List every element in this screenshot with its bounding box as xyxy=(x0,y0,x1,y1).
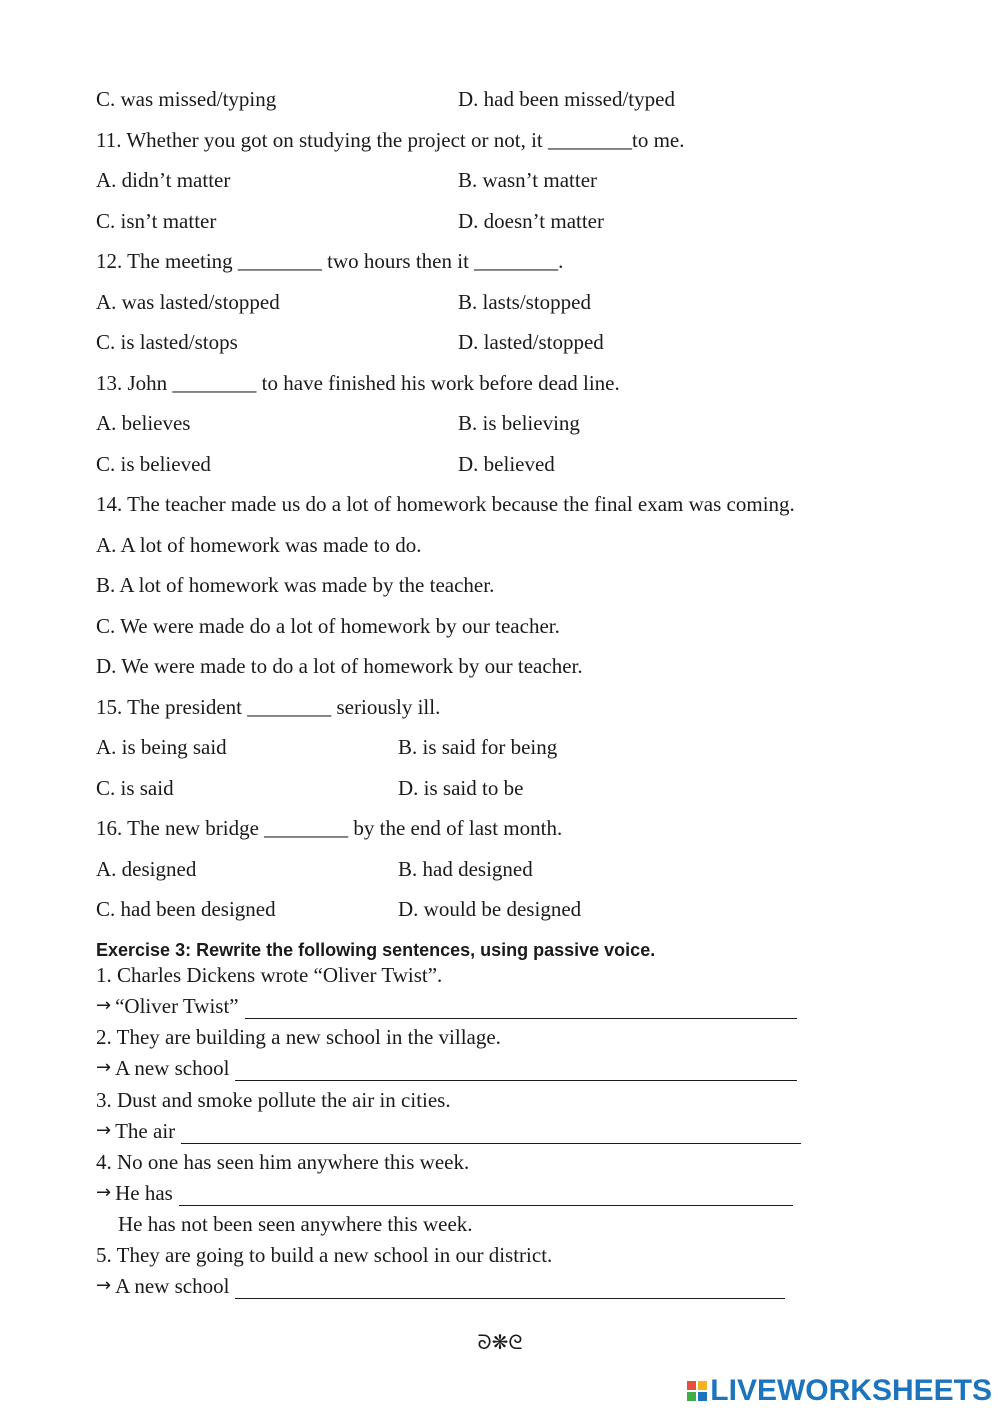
q12-option-d: D. lasted/stopped xyxy=(458,330,604,354)
ex3-answer-row-3 xyxy=(96,1118,801,1144)
arrow-right-icon: → xyxy=(96,995,112,1016)
q11-stem: 11. Whether you got on studying the project or not, it ________to me. xyxy=(96,128,685,152)
logo-square xyxy=(687,1381,696,1390)
q15-option-a: A. is being said xyxy=(96,735,227,759)
q11-option-a: A. didn’t matter xyxy=(96,168,231,192)
q10-option-d: D. had been missed/typed xyxy=(458,87,675,111)
ex3-filled-answer-4[interactable]: He has not been seen anywhere this week. xyxy=(118,1212,473,1236)
ex3-answer-blank-2[interactable] xyxy=(235,1060,797,1081)
ex3-answer-blank-5[interactable] xyxy=(235,1278,785,1299)
ex3-answer-row-5 xyxy=(96,1273,785,1299)
exercise3-heading: Exercise 3: Rewrite the following sentences, using passive voice. xyxy=(96,940,656,960)
ex3-prompt-2: A new school xyxy=(115,1056,230,1080)
q14-option-a: A. A lot of homework was made to do. xyxy=(96,533,422,557)
arrow-right-icon: → xyxy=(96,1275,112,1296)
q15-option-b: B. is said for being xyxy=(398,735,558,759)
q12-option-c: C. is lasted/stops xyxy=(96,330,238,354)
ornament-divider: ᘐ❋ᘓ xyxy=(477,1330,523,1354)
q13-option-c: C. is believed xyxy=(96,452,211,476)
q13-option-b: B. is believing xyxy=(458,411,580,435)
ex3-sentence-2: 2. They are building a new school in the village. xyxy=(96,1025,501,1049)
liveworksheets-brand[interactable] xyxy=(687,1374,992,1408)
q13-option-d: D. believed xyxy=(458,452,555,476)
ex3-answer-blank-3[interactable] xyxy=(181,1123,801,1144)
ex3-prompt-4: He has xyxy=(115,1181,173,1205)
q12-stem: 12. The meeting ________ two hours then it ________. xyxy=(96,249,564,273)
q15-stem: 15. The president ________ seriously ill. xyxy=(96,695,441,719)
q12-option-a: A. was lasted/stopped xyxy=(96,290,280,314)
liveworksheets-logo-icon xyxy=(687,1381,707,1401)
logo-square xyxy=(698,1381,707,1390)
q16-stem: 16. The new bridge ________ by the end of last month. xyxy=(96,816,563,840)
q11-option-c: C. isn’t matter xyxy=(96,209,217,233)
q14-option-b: B. A lot of homework was made by the teacher. xyxy=(96,573,495,597)
arrow-right-icon: → xyxy=(96,1120,112,1141)
arrow-right-icon: → xyxy=(96,1182,112,1203)
ex3-answer-blank-1[interactable] xyxy=(245,998,797,1019)
q15-option-d: D. is said to be xyxy=(398,776,524,800)
q16-option-b: B. had designed xyxy=(398,857,533,881)
ex3-prompt-5: A new school xyxy=(115,1274,230,1298)
logo-square xyxy=(698,1392,707,1401)
ex3-sentence-5: 5. They are going to build a new school in our district. xyxy=(96,1243,553,1267)
ex3-sentence-4: 4. No one has seen him anywhere this week. xyxy=(96,1150,470,1174)
ex3-prompt-3: The air xyxy=(115,1119,176,1143)
ex3-sentence-3: 3. Dust and smoke pollute the air in cities. xyxy=(96,1088,451,1112)
ex3-answer-row-1 xyxy=(96,993,797,1019)
ex3-answer-row-4 xyxy=(96,1180,793,1206)
ex3-answer-row-2 xyxy=(96,1055,797,1081)
q16-option-a: A. designed xyxy=(96,857,197,881)
q11-option-b: B. wasn’t matter xyxy=(458,168,598,192)
q16-option-c: C. had been designed xyxy=(96,897,276,921)
arrow-right-icon: → xyxy=(96,1057,112,1078)
brand-name: LIVEWORKSHEETS xyxy=(710,1374,992,1407)
q14-option-d: D. We were made to do a lot of homework by our teacher. xyxy=(96,654,583,678)
q13-option-a: A. believes xyxy=(96,411,191,435)
q14-stem: 14. The teacher made us do a lot of homework because the final exam was coming. xyxy=(96,492,795,516)
ex3-sentence-1: 1. Charles Dickens wrote “Oliver Twist”. xyxy=(96,963,443,987)
q14-option-c: C. We were made do a lot of homework by our teacher. xyxy=(96,614,560,638)
q11-option-d: D. doesn’t matter xyxy=(458,209,604,233)
ex3-prompt-1: “Oliver Twist” xyxy=(115,994,239,1018)
q16-option-d: D. would be designed xyxy=(398,897,582,921)
q10-option-c: C. was missed/typing xyxy=(96,87,277,111)
q15-option-c: C. is said xyxy=(96,776,174,800)
q13-stem: 13. John ________ to have finished his work before dead line. xyxy=(96,371,620,395)
logo-square xyxy=(687,1392,696,1401)
ex3-answer-blank-4[interactable] xyxy=(179,1185,793,1206)
q12-option-b: B. lasts/stopped xyxy=(458,290,592,314)
